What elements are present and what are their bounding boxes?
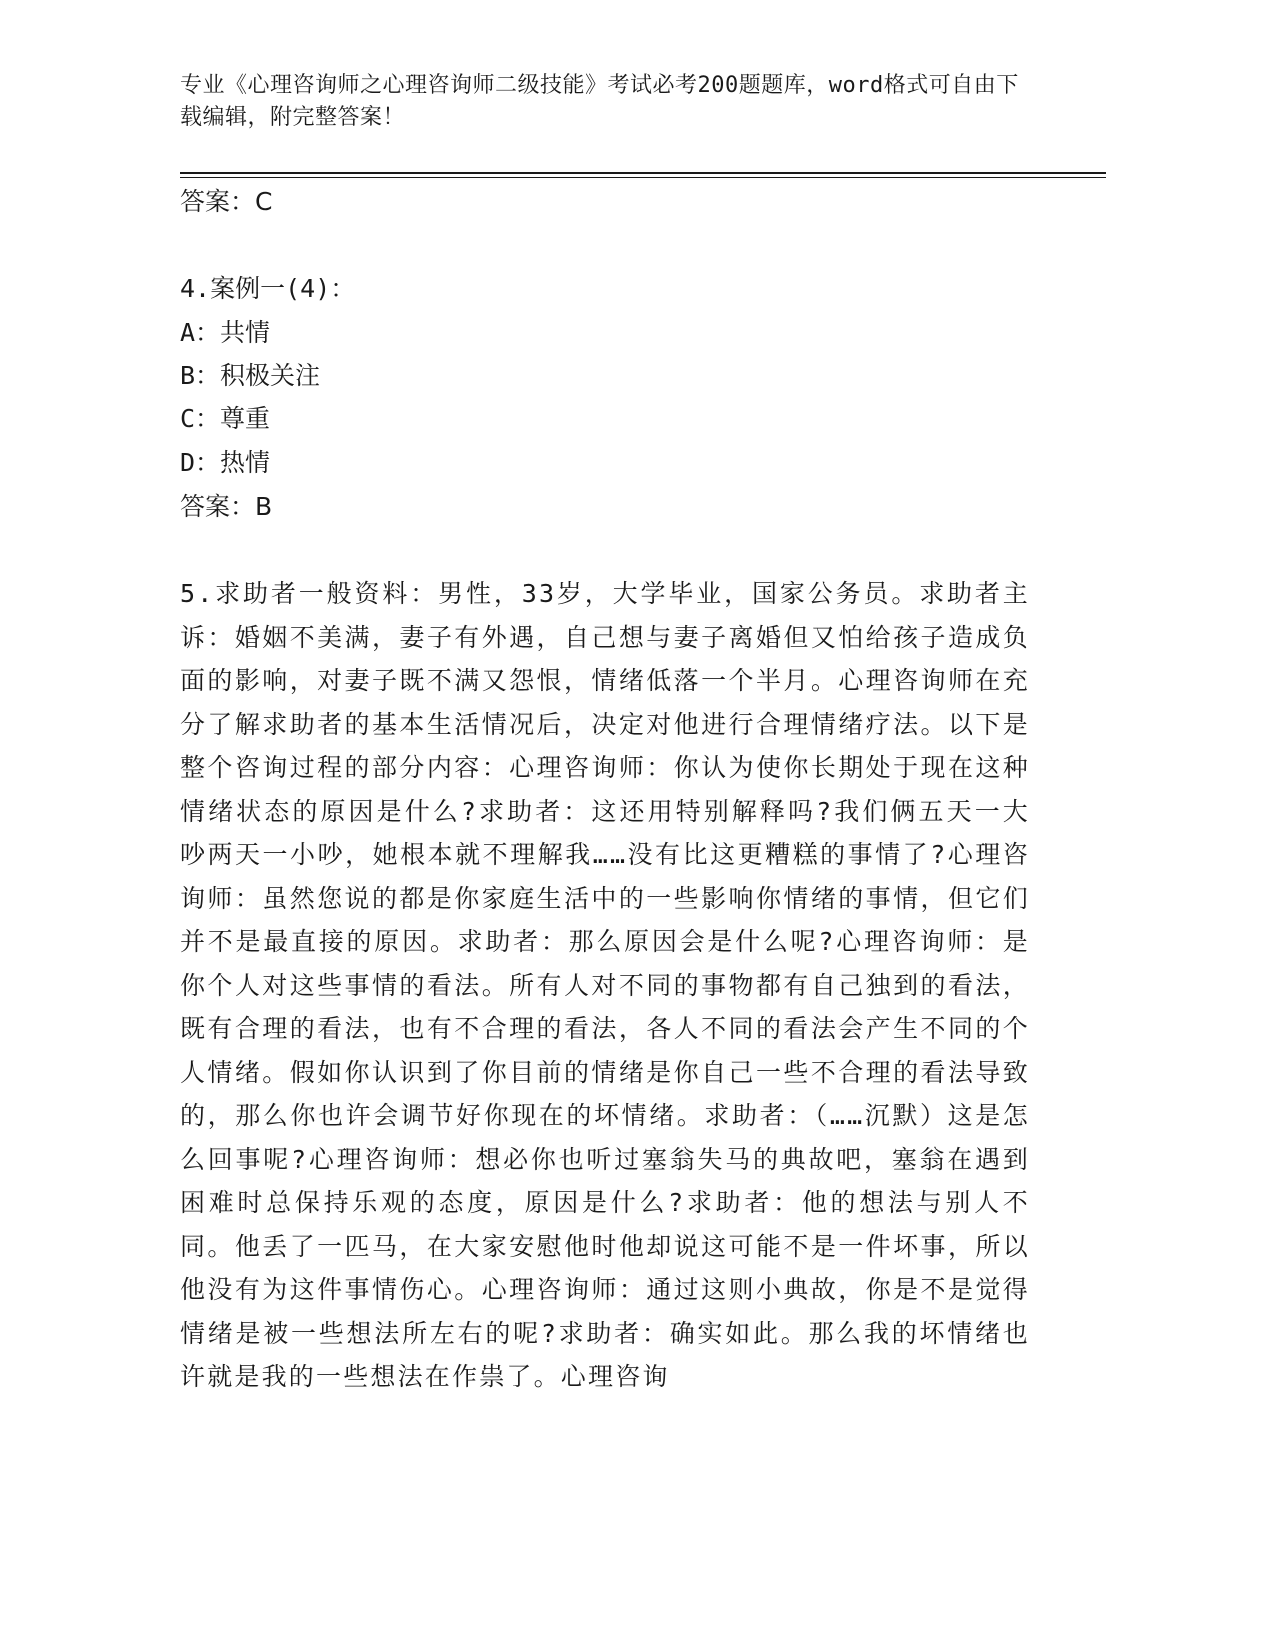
- question-4-option-a: A：共情: [180, 318, 271, 347]
- question-4-option-d: D：热情: [180, 448, 271, 477]
- question-4-answer: 答案：B: [180, 492, 273, 521]
- header-divider-thick: [180, 172, 1106, 174]
- question-4-option-c: C：尊重: [180, 404, 271, 433]
- answer-prev: 答案：C: [180, 187, 273, 216]
- question-5-text: 5.求助者一般资料：男性，33岁，大学毕业，国家公务员。求助者主诉：婚姻不美满，妻子有外遇，自己想与妻子离婚但又怕给孩子造成负面的影响，对妻子既不满又怨恨，情绪低落一个半月。心理咨询师在充分了解求助者的基本生活情况后，决定对他进行合理情绪疗法。以下是整个咨询过程的部分内容：心理咨询师：你认为使你长期处于现在这种情绪状态的原因是什么?求助者：这还用特别解释吗?我们俩五天一大吵两天一小吵，她根本就不理解我……没有比这更糟糕的事情了?心理咨询师：虽然您说的都是你家庭生活中的一些影响你情绪的事情，但它们并不是最直接的原因。求助者：那么原因会是什么呢?心理咨询师：是你个人对这些事情的看法。所有人对不同的事物都有自己独到的看法，既有合理的看法，也有不合理的看法，各人不同的看法会产生不同的个人情绪。假如你认识到了你目前的情绪是你自己一些不合理的看法导致的，那么你也许会调节好你现在的坏情绪。求助者：（……沉默）这是怎么回事呢?心理咨询师：想必你也听过塞翁失马的典故吧，塞翁在遇到困难时总保持乐观的态度，原因是什么?求助者：他的想法与别人不同。他丢了一匹马，在大家安慰他时他却说这可能不是一件坏事，所以他没有为这件事情伤心。心理咨询师：通过这则小典故，你是不是觉得情绪是被一些想法所左右的呢?求助者：确实如此。那么我的坏情绪也许就是我的一些想法在作祟了。心理咨询: [180, 579, 1030, 1391]
- question-4-option-b: B：积极关注: [180, 361, 321, 390]
- document-header: 专业《心理咨询师之心理咨询师二级技能》考试必考200题题库，word格式可自由下载编辑，附完整答案！: [180, 73, 1019, 130]
- question-4-stem: 4.案例一(4)：: [180, 274, 356, 303]
- header-divider-thin: [180, 177, 1106, 178]
